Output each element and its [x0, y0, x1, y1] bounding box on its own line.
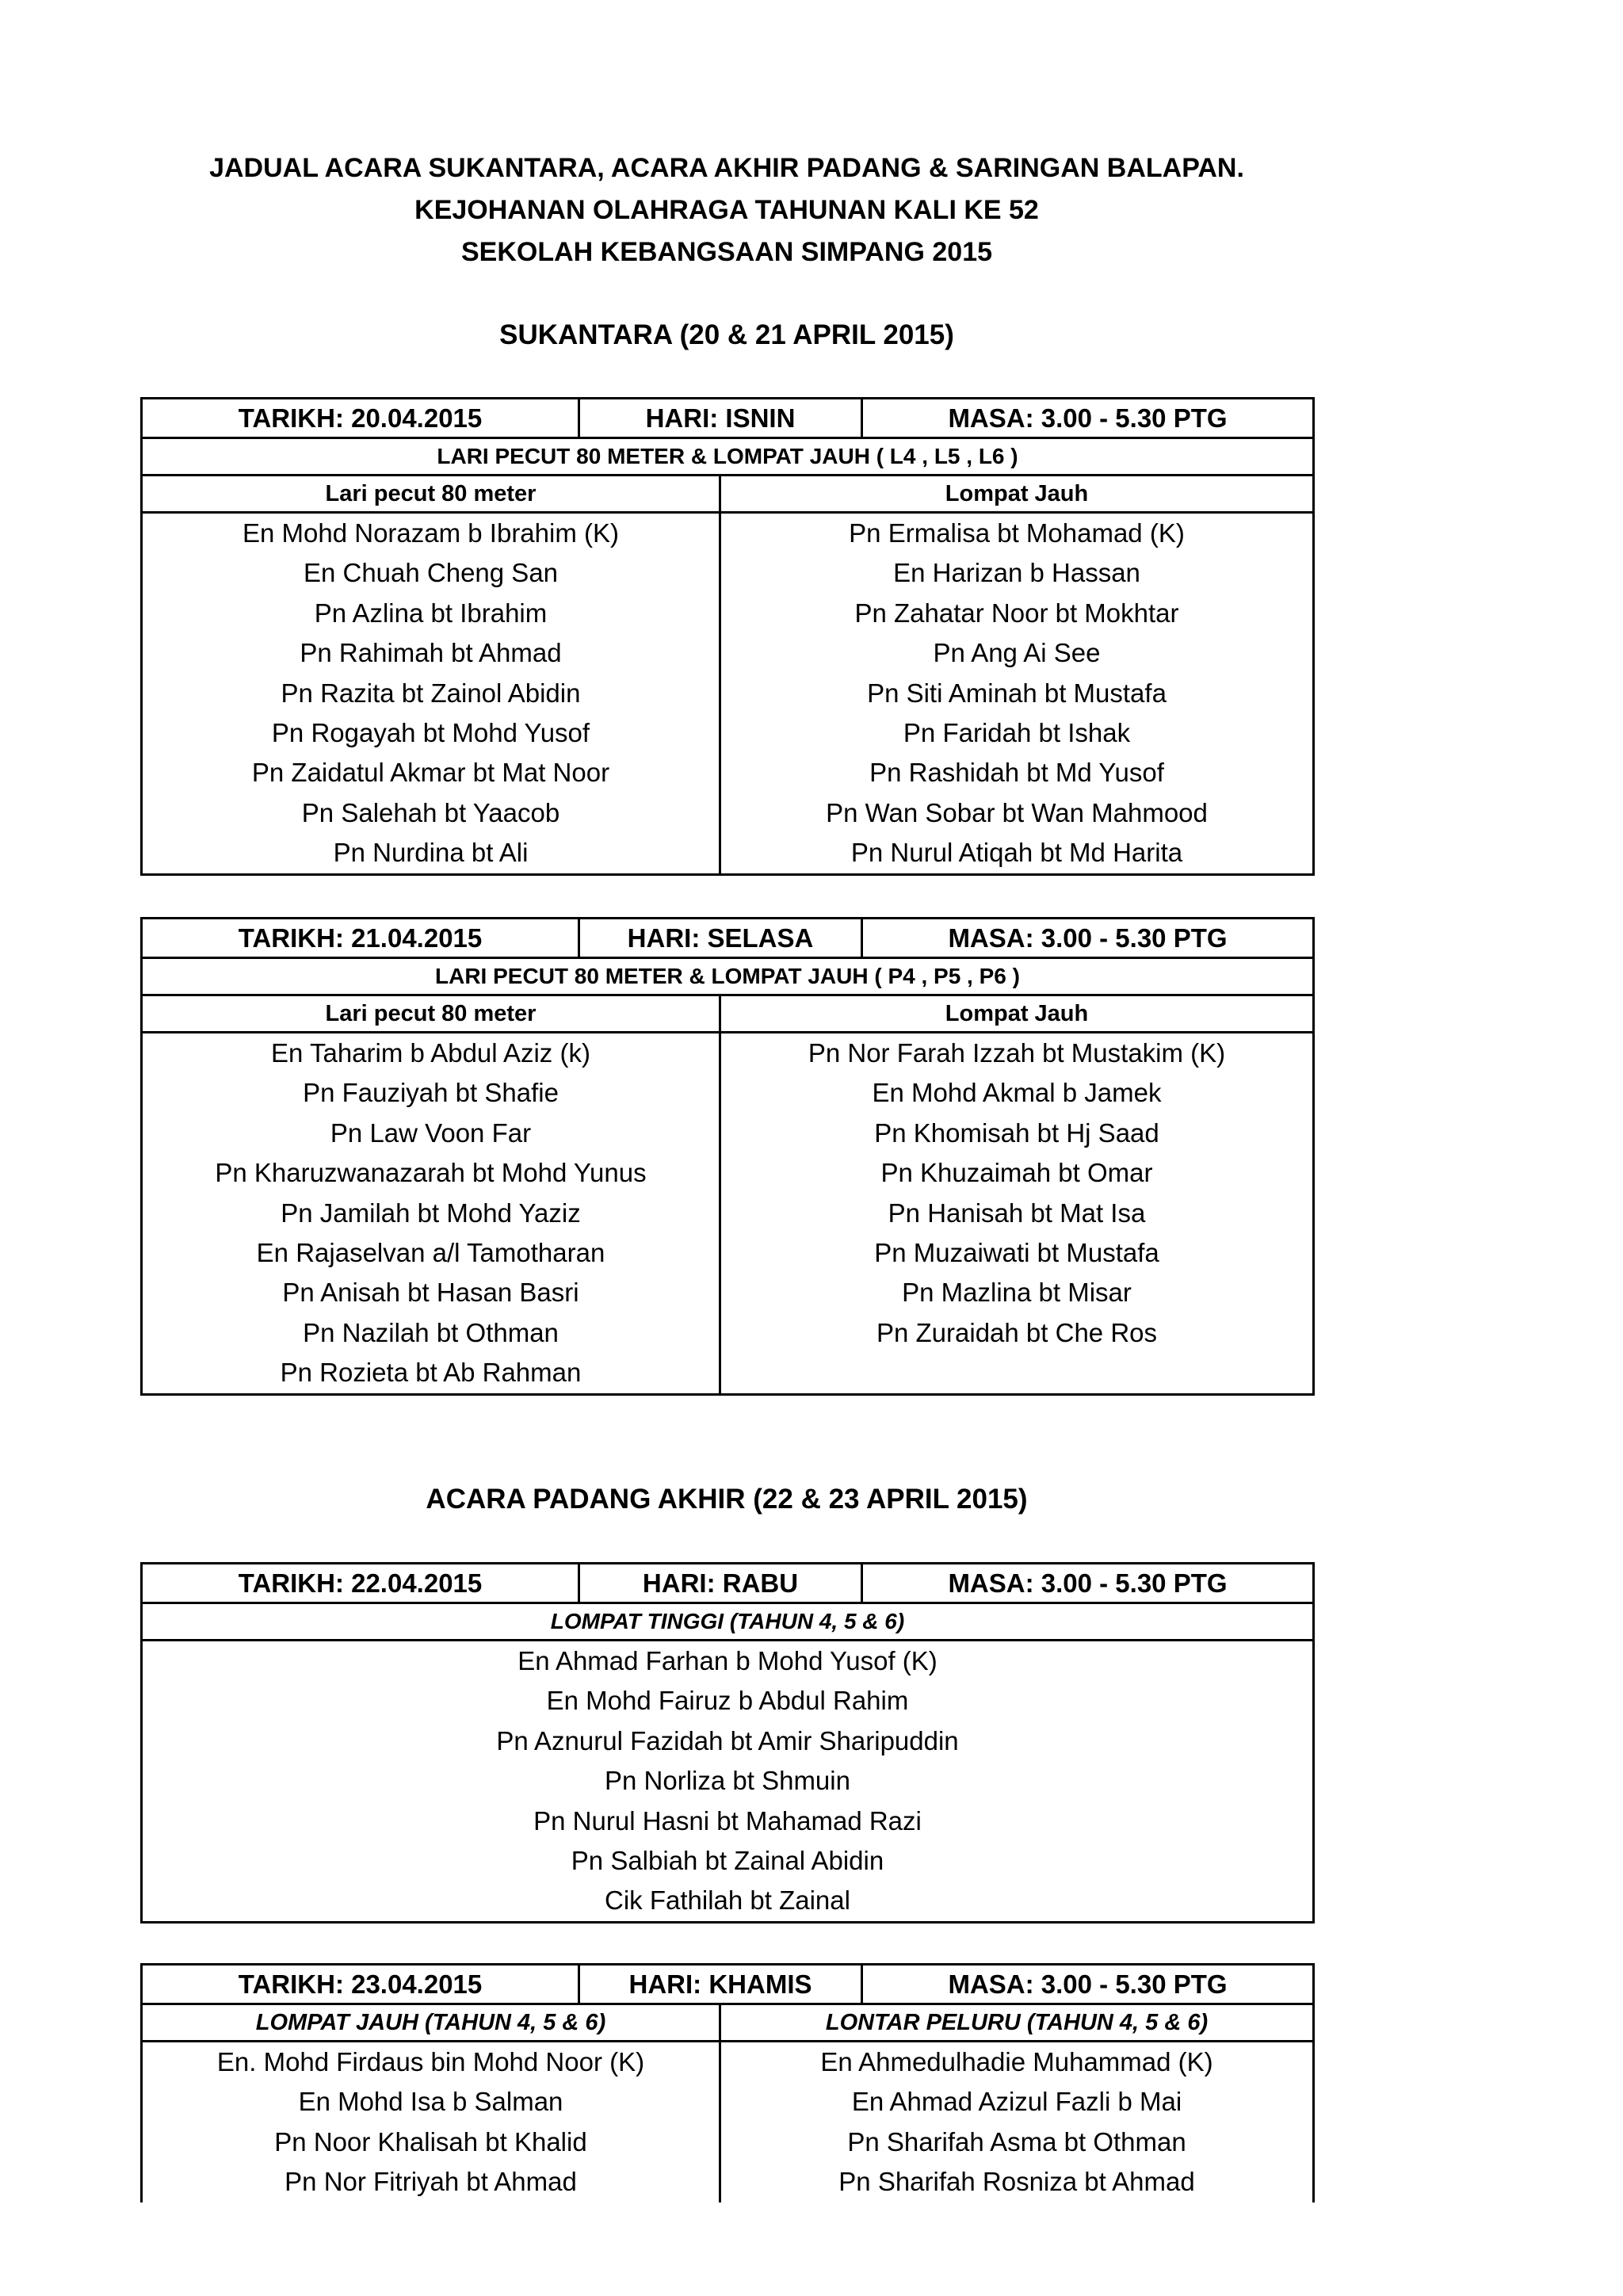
name-item: Pn Azlina bt Ibrahim [314, 598, 548, 628]
name-item: Pn Nor Fitriyah bt Ahmad [285, 2167, 577, 2197]
date-cell: TARIKH: 20.04.2015 [142, 399, 579, 438]
name-list-left [142, 1033, 720, 1395]
name-item: Pn Rashidah bt Md Yusof [869, 758, 1164, 788]
name-item: Pn Rahimah bt Ahmad [300, 638, 562, 668]
name-item: En Chuah Cheng San [303, 558, 559, 588]
name-item: Pn Law Voon Far [330, 1117, 532, 1148]
name-item: Pn Aznurul Fazidah bt Amir Sharipuddin [496, 1725, 959, 1755]
name-item: En Ahmad Farhan b Mohd Yusof (K) [517, 1646, 938, 1675]
column-header-right: Lompat Jauh [720, 476, 1314, 513]
name-item: Pn Sharifah Asma bt Othman [847, 2126, 1186, 2157]
name-item: Pn Salbiah bt Zainal Abidin [571, 1845, 884, 1875]
name-list-right [720, 513, 1314, 875]
name-item: Pn Wan Sobar bt Wan Mahmood [826, 797, 1208, 827]
name-item: Pn Ermalisa bt Mohamad (K) [849, 518, 1185, 548]
time-cell: MASA: 3.00 - 5.30 PTG [862, 919, 1314, 958]
column-header-right: LONTAR PELURU (TAHUN 4, 5 & 6) [720, 2004, 1314, 2042]
schedule-table-21-april [140, 917, 1315, 1396]
name-item: Pn Norliza bt Shmuin [605, 1766, 850, 1796]
event-title: LARI PECUT 80 METER & LOMPAT JAUH ( P4 , P5 , P6 ) [142, 958, 1314, 995]
name-item: Pn Muzaiwati bt Mustafa [874, 1237, 1159, 1267]
name-item: Pn Khuzaimah bt Omar [880, 1158, 1153, 1188]
schedule-table-20-april [140, 397, 1315, 876]
event-title: LARI PECUT 80 METER & LOMPAT JAUH ( L4 , L5 , L6 ) [142, 438, 1314, 476]
name-list-right [720, 1033, 1314, 1395]
name-item: En. Mohd Firdaus bin Mohd Noor (K) [216, 2047, 645, 2076]
name-item: Pn Zahatar Noor bt Mokhtar [854, 598, 1179, 628]
name-item: Cik Fathilah bt Zainal [605, 1885, 850, 1916]
day-cell: HARI: ISNIN [579, 399, 862, 438]
name-list [142, 1641, 1314, 1923]
event-title: LOMPAT TINGGI (TAHUN 4, 5 & 6) [142, 1603, 1314, 1641]
name-item: Pn Rogayah bt Mohd Yusof [271, 717, 590, 747]
name-item: Pn Salehah bt Yaacob [301, 797, 560, 827]
name-item: Pn Ang Ai See [933, 638, 1101, 668]
name-item: Pn Sharifah Rosniza bt Ahmad [838, 2167, 1195, 2197]
name-item: Pn Khomisah bt Hj Saad [874, 1117, 1159, 1148]
column-header-right: Lompat Jauh [720, 995, 1314, 1033]
schedule-table-22-april [140, 1562, 1315, 1924]
name-item [721, 1353, 1312, 1392]
name-list-left [142, 513, 720, 875]
time-cell: MASA: 3.00 - 5.30 PTG [862, 399, 1314, 438]
name-item: Pn Anisah bt Hasan Basri [282, 1278, 579, 1308]
name-item: En Mohd Akmal b Jamek [872, 1078, 1162, 1108]
name-item: Pn Nor Farah Izzah bt Mustakim (K) [808, 1038, 1226, 1068]
name-list-right [720, 2042, 1314, 2202]
name-item: En Mohd Norazam b Ibrahim (K) [242, 518, 619, 548]
name-list-left [142, 2042, 720, 2202]
name-item: En Mohd Fairuz b Abdul Rahim [546, 1686, 909, 1716]
date-cell: TARIKH: 23.04.2015 [142, 1965, 579, 2004]
date-cell: TARIKH: 22.04.2015 [142, 1564, 579, 1603]
name-item: Pn Zaidatul Akmar bt Mat Noor [251, 758, 610, 788]
name-item: Pn Nurul Hasni bt Mahamad Razi [533, 1805, 922, 1836]
name-item: Pn Kharuzwanazarah bt Mohd Yunus [215, 1158, 647, 1188]
document-title-line-1: JADUAL ACARA SUKANTARA, ACARA AKHIR PADANG & SARINGAN BALAPAN. [209, 153, 1244, 183]
column-header-left: Lari pecut 80 meter [142, 995, 720, 1033]
name-item: En Mohd Isa b Salman [298, 2087, 563, 2117]
name-item: Pn Siti Aminah bt Mustafa [867, 678, 1167, 708]
document-title-line-3: SEKOLAH KEBANGSAAN SIMPANG 2015 [460, 237, 993, 267]
column-header-left: LOMPAT JAUH (TAHUN 4, 5 & 6) [142, 2004, 720, 2042]
name-item: Pn Nurul Atiqah bt Md Harita [850, 838, 1183, 868]
schedule-table-23-april [140, 1963, 1315, 2202]
name-item: Pn Rozieta bt Ab Rahman [280, 1358, 582, 1388]
name-item: En Taharim b Abdul Aziz (k) [271, 1038, 590, 1068]
time-cell: MASA: 3.00 - 5.30 PTG [862, 1564, 1314, 1603]
name-item: Pn Nazilah bt Othman [303, 1317, 559, 1347]
name-item: Pn Faridah bt Ishak [903, 717, 1131, 747]
name-item: Pn Zuraidah bt Che Ros [876, 1317, 1158, 1347]
name-item: En Ahmad Azizul Fazli b Mai [851, 2087, 1182, 2117]
name-item: Pn Hanisah bt Mat Isa [888, 1198, 1146, 1228]
date-cell: TARIKH: 21.04.2015 [142, 919, 579, 958]
document-title-line-2: KEJOHANAN OLAHRAGA TAHUNAN KALI KE 52 [414, 195, 1039, 225]
name-item: Pn Jamilah bt Mohd Yaziz [281, 1198, 581, 1228]
time-cell: MASA: 3.00 - 5.30 PTG [862, 1965, 1314, 2004]
name-item: En Rajaselvan a/l Tamotharan [256, 1237, 605, 1267]
column-header-left: Lari pecut 80 meter [142, 476, 720, 513]
name-item: Pn Mazlina bt Misar [902, 1278, 1132, 1308]
day-cell: HARI: KHAMIS [579, 1965, 862, 2004]
name-item: Pn Razita bt Zainol Abidin [281, 678, 581, 708]
name-item: En Ahmedulhadie Muhammad (K) [820, 2047, 1213, 2076]
name-item: Pn Noor Khalisah bt Khalid [274, 2126, 587, 2157]
section-heading-acara-padang-akhir: ACARA PADANG AKHIR (22 & 23 APRIL 2015) [426, 1484, 1028, 1515]
day-cell: HARI: SELASA [579, 919, 862, 958]
name-item: En Harizan b Hassan [893, 558, 1140, 588]
name-item: Pn Fauziyah bt Shafie [303, 1078, 559, 1108]
day-cell: HARI: RABU [579, 1564, 862, 1603]
section-heading-sukantara: SUKANTARA (20 & 21 APRIL 2015) [499, 319, 954, 350]
name-item: Pn Nurdina bt Ali [333, 838, 529, 868]
